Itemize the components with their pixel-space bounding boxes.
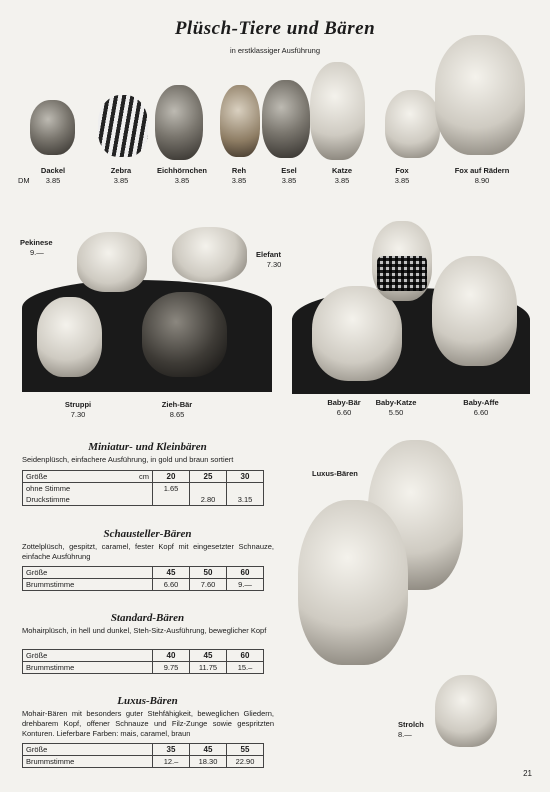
baby-katze-dress — [377, 256, 427, 291]
table-cell: 30 — [227, 471, 264, 483]
table-cell: Druckstimme — [23, 494, 153, 506]
toy-name: Zebra — [110, 166, 132, 175]
page-subtitle: in erstklassiger Ausführung — [229, 46, 321, 55]
table-cell: Brummstimme — [23, 662, 153, 674]
section-description: Zottelplüsch, gespitzt, caramel, fester Kopf mit eingesetzter Schnauze, einfache Ausführung — [22, 542, 274, 561]
table-cell: 15.– — [227, 662, 264, 674]
size-table — [22, 566, 264, 591]
table-cell: 55 — [227, 744, 264, 756]
elefant-price: 7.30 — [266, 260, 282, 269]
table-cell: 40 — [153, 650, 190, 662]
table-row — [23, 567, 264, 579]
dackel-image — [30, 100, 75, 155]
table-cell: cm — [116, 471, 153, 483]
section-title: Luxus-Bären — [117, 695, 178, 707]
pekinese-price: 9.— — [30, 248, 44, 257]
toy-price: 8.90 — [474, 176, 490, 185]
table-cell: Brummstimme — [23, 579, 153, 591]
table-cell: 12.– — [153, 756, 190, 768]
struppi-name: Struppi — [64, 400, 92, 409]
luxus-baeren-label: Luxus-Bären — [312, 469, 358, 478]
toy-price: 3.85 — [334, 176, 350, 185]
table-cell: Größe — [23, 471, 117, 483]
size-table — [22, 470, 264, 506]
baby-katze-name: Baby-Katze — [375, 398, 417, 407]
table-cell: 11.75 — [190, 662, 227, 674]
pekinese-name: Pekinese — [20, 238, 53, 247]
table-cell: 9.75 — [153, 662, 190, 674]
table-cell: 20 — [153, 471, 190, 483]
page-title: Plüsch-Tiere und Bären — [174, 18, 376, 39]
table-cell — [153, 494, 190, 506]
table-cell: Größe — [23, 567, 153, 579]
toy-name: Reh — [231, 166, 247, 175]
section-title: Schausteller-Bären — [103, 528, 192, 540]
strolch-price: 8.— — [398, 730, 412, 739]
table-cell: 60 — [227, 650, 264, 662]
table-cell: 18.30 — [190, 756, 227, 768]
table-row — [23, 662, 264, 674]
zieh-baer-name: Zieh-Bär — [161, 400, 193, 409]
table-row — [23, 756, 264, 768]
section-title: Standard-Bären — [110, 612, 185, 624]
baby-affe-image — [432, 256, 517, 366]
table-cell: Größe — [23, 650, 153, 662]
toy-price: 3.85 — [281, 176, 297, 185]
table-row — [23, 579, 264, 591]
esel-image — [262, 80, 310, 158]
section-description: Mohairplüsch, in hell und dunkel, Steh-Sitz-Ausführung, beweglicher Kopf — [22, 626, 267, 635]
table-cell: 45 — [153, 567, 190, 579]
table-cell: 25 — [190, 471, 227, 483]
baby-katze-price: 5.50 — [388, 408, 404, 417]
table-row — [23, 744, 264, 756]
reh-image — [220, 85, 260, 157]
table-cell: 7.60 — [190, 579, 227, 591]
baby-baer-price: 6.60 — [336, 408, 352, 417]
toy-name: Dackel — [40, 166, 66, 175]
size-table — [22, 649, 264, 674]
table-cell: 6.60 — [153, 579, 190, 591]
baby-affe-name: Baby-Affe — [463, 398, 499, 407]
struppi-price: 7.30 — [70, 410, 86, 419]
section-title: Miniatur- und Kleinbären — [88, 441, 207, 453]
section-description: Seidenplüsch, einfachere Ausführung, in gold und braun sortiert — [22, 455, 234, 464]
table-cell — [190, 483, 227, 495]
toy-name: Eichhörnchen — [156, 166, 207, 175]
table-cell: ohne Stimme — [23, 483, 153, 495]
katze-top-image — [310, 62, 365, 160]
strolch-image — [435, 675, 497, 747]
pekinese-image — [77, 232, 147, 292]
middle-right-photo — [292, 216, 530, 394]
table-cell: 50 — [190, 567, 227, 579]
currency-label: DM — [18, 176, 30, 185]
elefant-image — [172, 227, 247, 282]
luxus-baer-front-image — [298, 500, 408, 665]
toy-name: Fox — [395, 166, 409, 175]
table-cell: 1.65 — [153, 483, 190, 495]
page-number: 21 — [523, 769, 532, 778]
toy-name: Esel — [281, 166, 297, 175]
zebra-image — [98, 95, 148, 157]
table-cell: 9.— — [227, 579, 264, 591]
toy-price: 3.85 — [45, 176, 61, 185]
fox-auf-raedern-image — [435, 35, 525, 155]
toy-price: 3.85 — [174, 176, 190, 185]
table-cell — [227, 483, 264, 495]
strolch-name: Strolch — [398, 720, 424, 729]
toy-name: Katze — [331, 166, 352, 175]
table-cell: 22.90 — [227, 756, 264, 768]
table-cell: 60 — [227, 567, 264, 579]
table-row — [23, 650, 264, 662]
table-row — [23, 471, 264, 483]
toy-price: 3.85 — [231, 176, 247, 185]
table-cell: 2.80 — [190, 494, 227, 506]
elefant-name: Elefant — [256, 250, 282, 259]
toy-name: Fox auf Rädern — [454, 166, 510, 175]
table-cell: Größe — [23, 744, 153, 756]
table-cell: 35 — [153, 744, 190, 756]
table-row — [23, 483, 264, 495]
zieh-baer-image — [142, 292, 227, 377]
table-cell: 3.15 — [227, 494, 264, 506]
struppi-image — [37, 297, 102, 377]
toy-price: 3.85 — [394, 176, 410, 185]
table-cell: Brummstimme — [23, 756, 153, 768]
toy-price: 3.85 — [113, 176, 129, 185]
fox-image — [385, 90, 440, 158]
table-row — [23, 494, 264, 506]
zieh-baer-price: 8.65 — [169, 410, 185, 419]
baby-affe-price: 6.60 — [473, 408, 489, 417]
baby-baer-image — [312, 286, 402, 381]
section-description: Mohair-Bären mit besonders guter Stehfähigkeit, beweglichen Gliedern, drehbarem Kopf, offener Schnauze und Filz-Zunge sowie gespritzten Konturen. Lieferbare Farben: mais, caramel, braun — [22, 709, 274, 738]
size-table — [22, 743, 264, 768]
baby-baer-name: Baby-Bär — [327, 398, 361, 407]
table-cell: 45 — [190, 744, 227, 756]
table-cell: 45 — [190, 650, 227, 662]
eichhoernchen-image — [155, 85, 203, 160]
